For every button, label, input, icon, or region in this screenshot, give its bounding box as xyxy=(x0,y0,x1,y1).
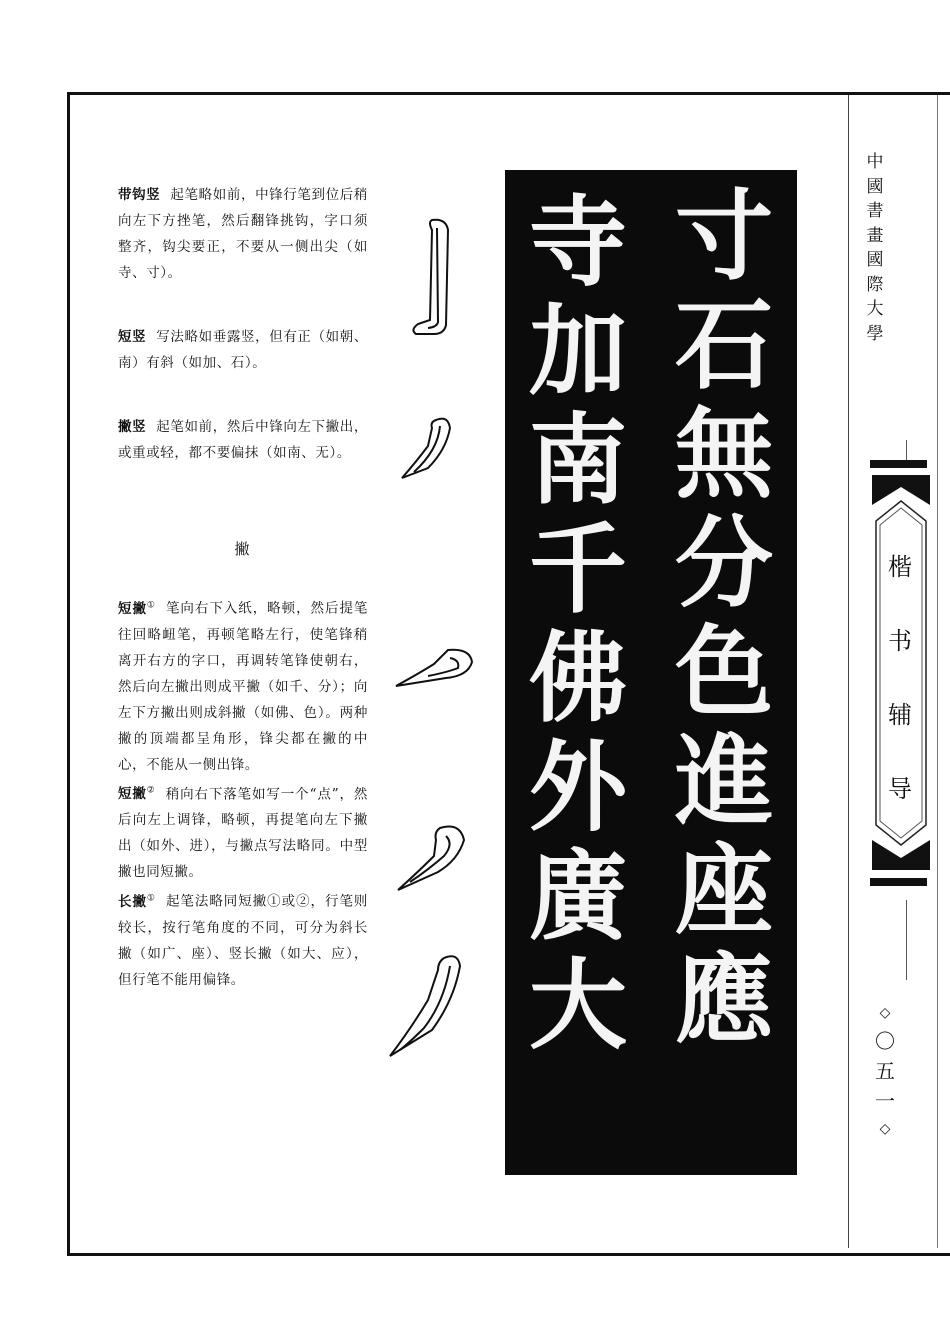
slant-vertical-stroke-icon xyxy=(402,419,450,478)
entry-body: 起笔如前，然后中锋向左下撇出，或重或轻，都不要偏抹（如南、无）。 xyxy=(118,419,369,461)
entry-body: 稍向右下落笔如写一个“点”，然后向左上调锋，略顿，再提笔向左下撇出（如外、进），与撇点写法略同。中型撇也同短撇。 xyxy=(118,786,369,880)
stroke-entry-duanshu xyxy=(118,324,368,376)
sidebar-title-character: 畫 xyxy=(866,225,884,246)
entry-term: 短竖 xyxy=(118,329,147,345)
rubbing-character: 廣 xyxy=(528,839,627,954)
section-title-character: 楷 xyxy=(888,553,912,581)
badge-bottom-bar xyxy=(870,878,927,886)
rubbing-character: 寺 xyxy=(528,185,627,300)
entry-body: 笔向右下入纸，略顿，然后提笔往回略衄笔，再顿笔略左行，使笔锋稍离开右方的字口，再调转笔锋使朝右，然后向左撇出则成平撇（如千、分）；向左下方撇出则成斜撇（如佛、色）。两种撇的顶端都呈角形，锋尖都在撇的中心，不能从一侧出锋。 xyxy=(118,600,368,773)
rubbing-character: 外 xyxy=(528,730,627,845)
rubbing-character: 應 xyxy=(674,942,773,1057)
section-title-character: 导 xyxy=(888,775,912,803)
entry-term: 长撇① xyxy=(118,893,156,910)
rubbing-right-column xyxy=(651,170,797,1187)
rubbing-character: 加 xyxy=(528,294,627,409)
rubbing-character: 座 xyxy=(674,833,773,948)
sidebar-short-rule xyxy=(906,440,907,460)
stroke-diagrams xyxy=(388,210,478,1060)
stroke-entry-duanpie-2 xyxy=(118,778,368,886)
sidebar-title-character: 國 xyxy=(866,250,884,270)
rubbing-character: 石 xyxy=(674,288,773,403)
page-number-character: ◇ xyxy=(879,1121,891,1137)
rubbing-left-column xyxy=(505,170,651,1193)
rubbing-character: 色 xyxy=(674,615,773,730)
stroke-entry-daigoushu xyxy=(118,182,368,286)
section-badge-title xyxy=(873,530,927,826)
page-number-character: 〇 xyxy=(875,1029,895,1053)
page-number-character: 一 xyxy=(875,1089,895,1113)
rubbing-character: 千 xyxy=(528,512,627,627)
entry-term: 带钩竖 xyxy=(118,187,161,203)
entry-body: 写法略如垂露竖，但有正（如朝、南）有斜（如加、石）。 xyxy=(118,329,369,371)
short-pie-stroke-1-icon xyxy=(396,650,472,686)
hook-vertical-stroke-icon xyxy=(413,220,448,334)
calligraphy-rubbing xyxy=(505,170,797,1175)
section-title-character: 书 xyxy=(888,627,912,655)
sidebar-title-character: 學 xyxy=(866,323,884,344)
rubbing-character: 寸 xyxy=(674,179,773,294)
sidebar-title-character: 中 xyxy=(866,152,884,172)
section-title-character: 辅 xyxy=(888,701,912,729)
rubbing-character: 大 xyxy=(528,948,627,1063)
long-pie-stroke-icon xyxy=(390,956,460,1056)
explanation-column xyxy=(118,182,368,993)
rubbing-character: 南 xyxy=(528,403,627,518)
entry-body: 起笔略如前，中锋行笔到位后稍向左下方挫笔，然后翻锋挑钩，字口须整齐，钩尖要正，不要从一侧出尖（如寺、寸）。 xyxy=(118,187,368,281)
sidebar-title-character: 大 xyxy=(866,299,884,319)
section-heading: 撇 xyxy=(234,540,252,558)
rubbing-character: 無 xyxy=(674,397,773,512)
rubbing-character: 進 xyxy=(674,724,773,839)
sidebar-short-rule xyxy=(906,900,907,980)
sidebar-outer-rule xyxy=(937,95,938,1248)
sidebar-title-character: 書 xyxy=(866,201,884,221)
page-number-character: 五 xyxy=(875,1059,895,1083)
sidebar-title-character: 國 xyxy=(866,176,884,197)
rubbing-character: 佛 xyxy=(528,621,627,736)
page-number xyxy=(865,1000,905,1142)
stroke-entry-pieshu xyxy=(118,414,368,466)
entry-term: 短撇② xyxy=(118,785,156,802)
sidebar-university-title xyxy=(860,150,890,346)
sidebar-rule xyxy=(848,95,849,1248)
short-pie-stroke-2-icon xyxy=(398,827,464,891)
page-number-character: ◇ xyxy=(879,1005,891,1021)
stroke-entry-duanpie-1 xyxy=(118,592,368,778)
stroke-entry-changpie xyxy=(118,885,368,993)
entry-term: 撇竖 xyxy=(118,419,147,435)
rubbing-character: 分 xyxy=(674,506,773,621)
entry-term: 短撇① xyxy=(118,600,156,617)
badge-top-bar xyxy=(870,460,927,468)
entry-body: 起笔法略同短撇①或②，行笔则较长，按行笔角度的不同，可分为斜长撇（如广、座）、竖长撇（如大、应），但行笔不能用偏锋。 xyxy=(118,893,368,988)
sidebar-title-character: 際 xyxy=(866,274,884,295)
